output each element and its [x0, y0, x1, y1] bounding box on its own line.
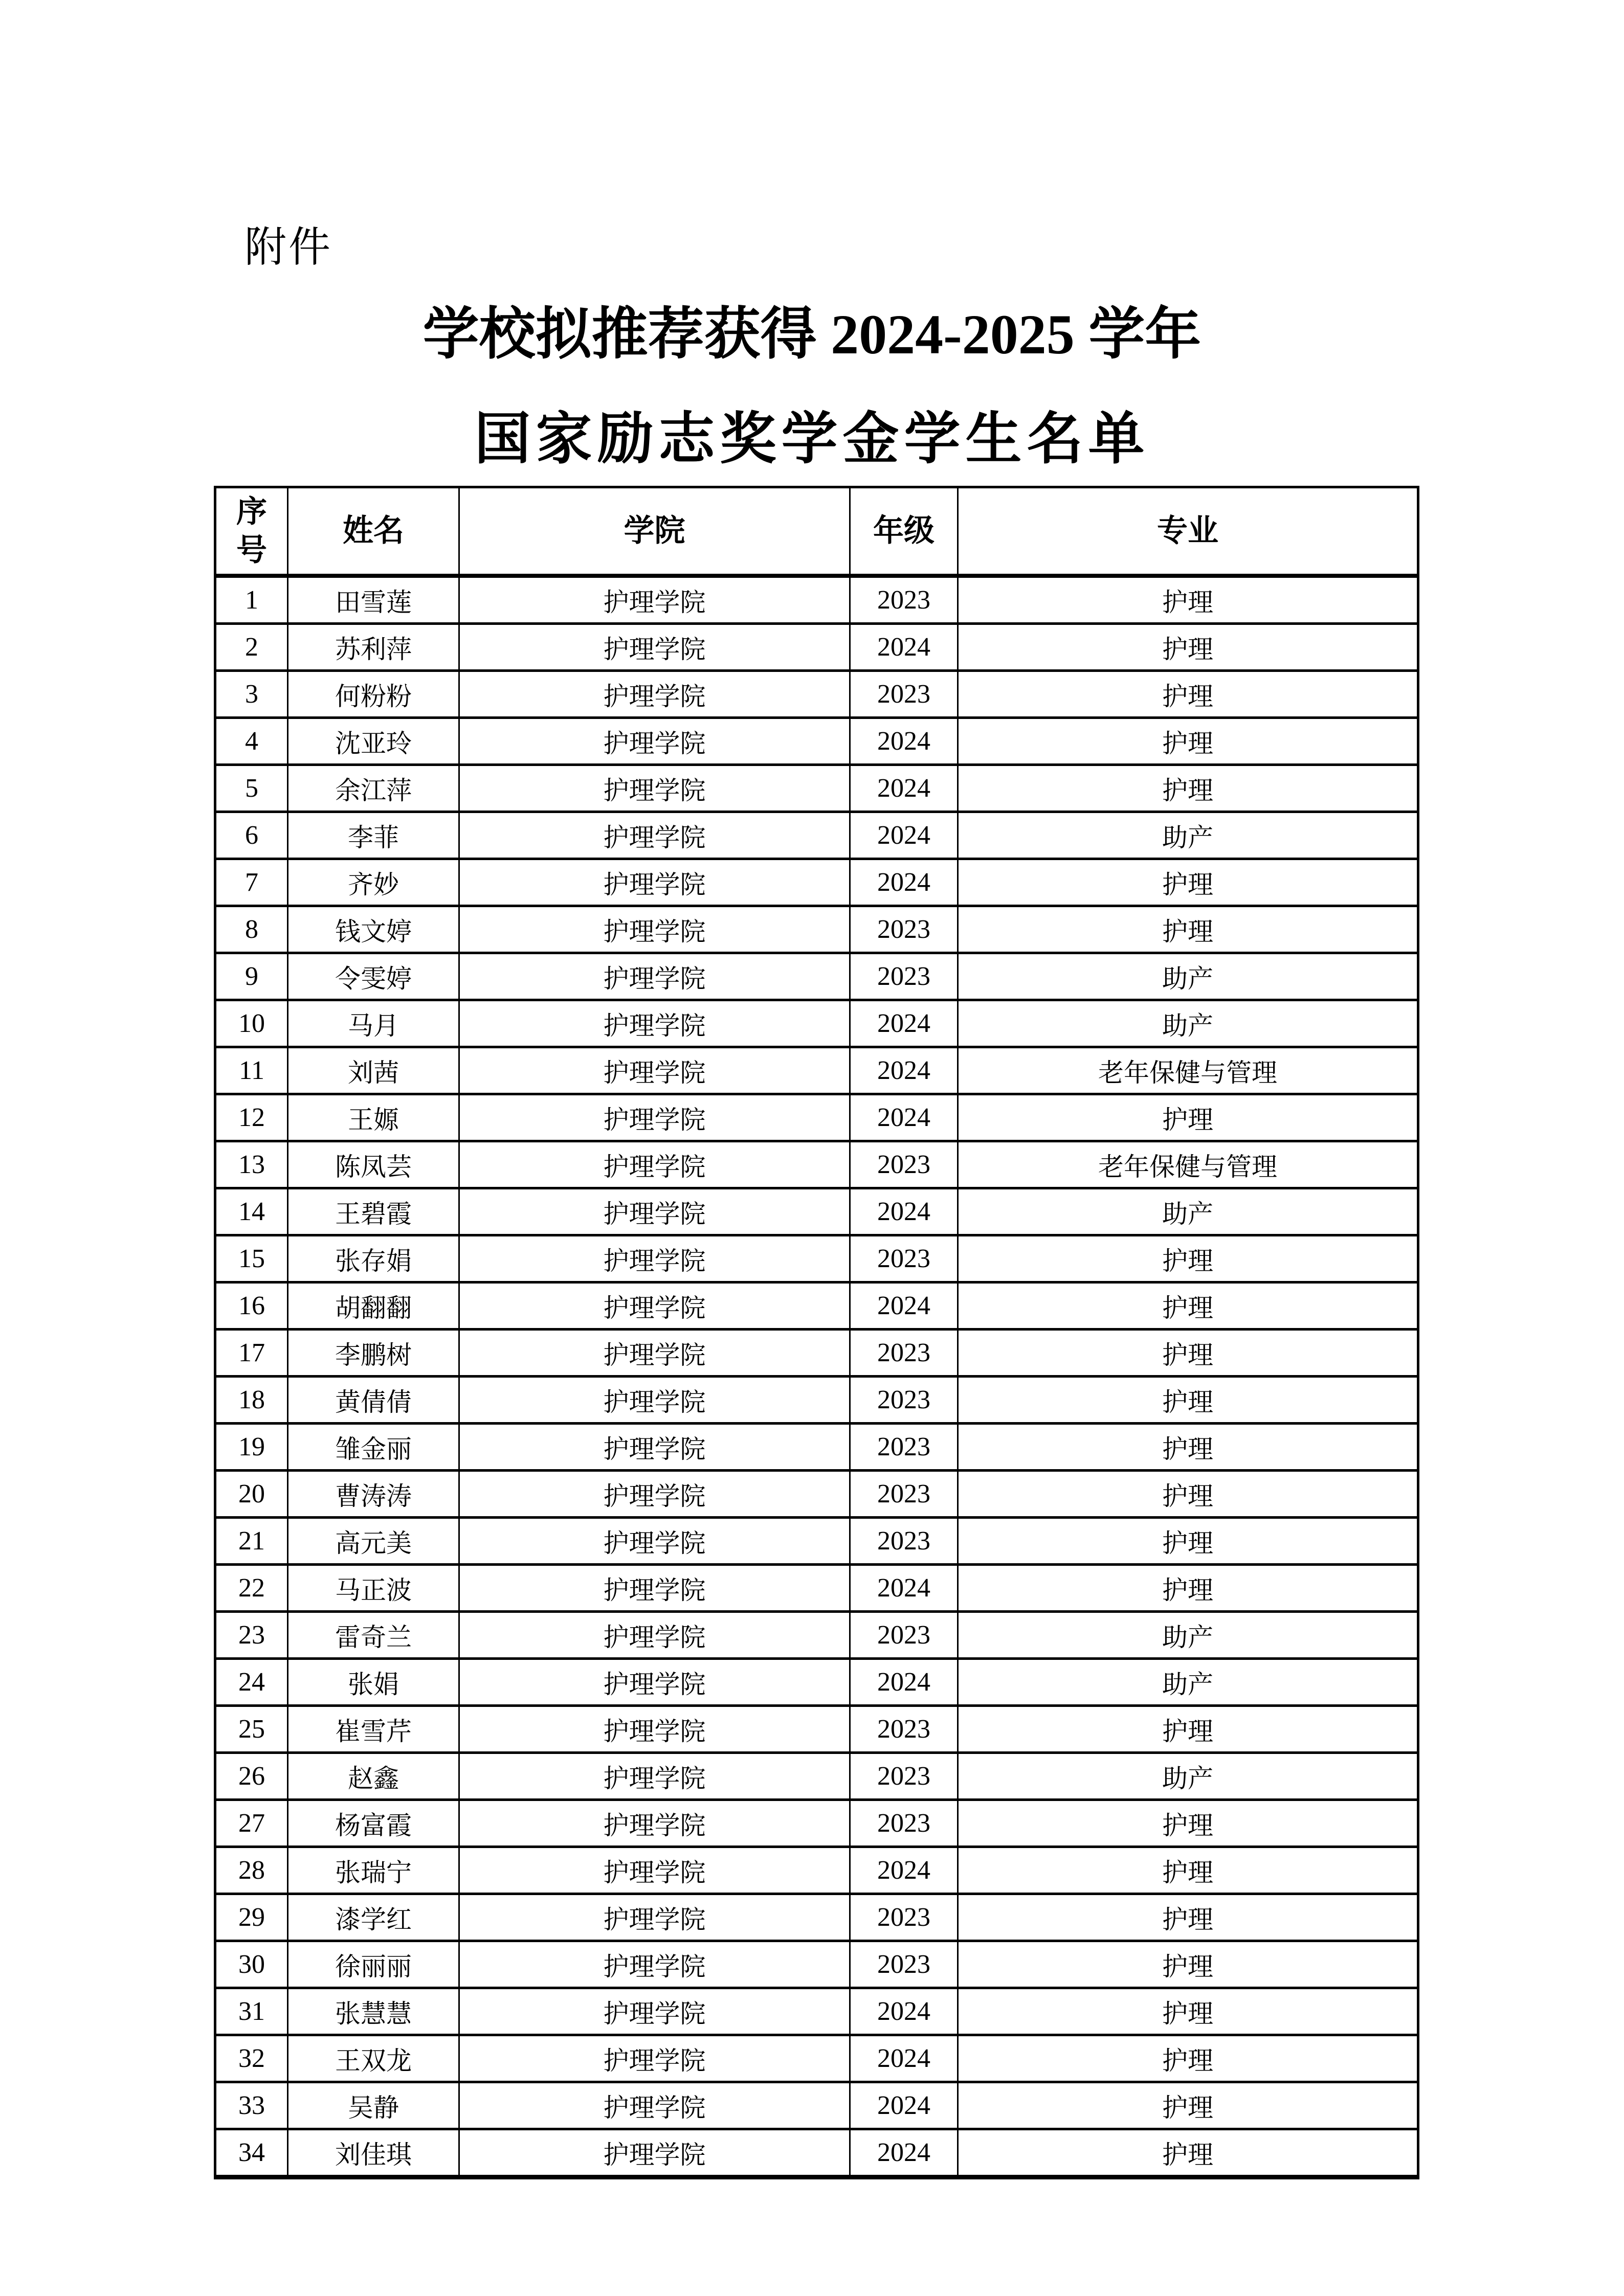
cell-college: 护理学院: [459, 1047, 850, 1094]
cell-college: 护理学院: [459, 1282, 850, 1330]
cell-college: 护理学院: [459, 1518, 850, 1565]
cell-name: 张娟: [288, 1659, 459, 1706]
cell-major: 护理: [958, 576, 1418, 624]
cell-college: 护理学院: [459, 765, 850, 812]
cell-name: 张存娟: [288, 1235, 459, 1282]
table-row: [215, 812, 1418, 859]
cell-major: 助产: [958, 812, 1418, 859]
cell-grade: 2023: [850, 576, 958, 624]
cell-major: 护理: [958, 1424, 1418, 1471]
cell-no: 5: [215, 765, 288, 812]
cell-grade: 2024: [850, 2129, 958, 2177]
cell-major: 护理: [958, 1094, 1418, 1141]
title-line-1: 学校拟推荐获得 2024-2025 学年: [422, 303, 1202, 366]
column-header-grade: 年级: [850, 487, 958, 576]
table-row: [215, 765, 1418, 812]
cell-grade: 2024: [850, 859, 958, 906]
cell-major: 护理: [958, 1282, 1418, 1330]
cell-college: 护理学院: [459, 953, 850, 1000]
cell-name: 徐丽丽: [288, 1941, 459, 1988]
attachment-label: 附件: [244, 224, 333, 271]
cell-no: 33: [215, 2082, 288, 2129]
column-header-name: 姓名: [288, 487, 459, 576]
cell-major: 助产: [958, 1000, 1418, 1047]
cell-grade: 2024: [850, 1988, 958, 2035]
cell-college: 护理学院: [459, 1188, 850, 1235]
table-row: [215, 953, 1418, 1000]
cell-college: 护理学院: [459, 624, 850, 671]
cell-grade: 2023: [850, 1753, 958, 1800]
table-row: [215, 1894, 1418, 1941]
cell-name: 王双龙: [288, 2035, 459, 2082]
cell-name: 雷奇兰: [288, 1612, 459, 1659]
cell-grade: 2024: [850, 2035, 958, 2082]
cell-name: 崔雪芹: [288, 1706, 459, 1753]
table-row: [215, 624, 1418, 671]
cell-college: 护理学院: [459, 718, 850, 765]
table-row: [215, 2082, 1418, 2129]
cell-grade: 2023: [850, 671, 958, 718]
cell-no: 30: [215, 1941, 288, 1988]
cell-no: 20: [215, 1471, 288, 1518]
cell-grade: 2023: [850, 1471, 958, 1518]
table-row: [215, 1094, 1418, 1141]
cell-major: 老年保健与管理: [958, 1047, 1418, 1094]
cell-no: 8: [215, 906, 288, 953]
cell-name: 马正波: [288, 1565, 459, 1612]
cell-name: 刘佳琪: [288, 2129, 459, 2177]
cell-college: 护理学院: [459, 1800, 850, 1847]
cell-grade: 2023: [850, 1706, 958, 1753]
table-row: [215, 1706, 1418, 1753]
table-row: [215, 859, 1418, 906]
table-row: [215, 1565, 1418, 1612]
cell-college: 护理学院: [459, 812, 850, 859]
cell-major: 助产: [958, 953, 1418, 1000]
cell-major: 护理: [958, 1706, 1418, 1753]
table-row: [215, 1988, 1418, 2035]
cell-major: 助产: [958, 1753, 1418, 1800]
cell-college: 护理学院: [459, 1753, 850, 1800]
cell-no: 26: [215, 1753, 288, 1800]
table-row: [215, 1377, 1418, 1424]
cell-name: 何粉粉: [288, 671, 459, 718]
scholarship-roster-table: [214, 486, 1419, 2179]
title-line-2: 国家励志奖学金学生名单: [474, 408, 1150, 470]
cell-no: 11: [215, 1047, 288, 1094]
table-row: [215, 1659, 1418, 1706]
cell-grade: 2023: [850, 1518, 958, 1565]
cell-grade: 2024: [850, 812, 958, 859]
cell-no: 28: [215, 1847, 288, 1894]
cell-grade: 2023: [850, 1424, 958, 1471]
cell-major: 护理: [958, 1847, 1418, 1894]
cell-major: 护理: [958, 2035, 1418, 2082]
cell-name: 张瑞宁: [288, 1847, 459, 1894]
cell-college: 护理学院: [459, 1894, 850, 1941]
cell-name: 高元美: [288, 1518, 459, 1565]
cell-grade: 2024: [850, 1659, 958, 1706]
cell-grade: 2024: [850, 1047, 958, 1094]
cell-name: 漆学红: [288, 1894, 459, 1941]
cell-college: 护理学院: [459, 576, 850, 624]
cell-grade: 2023: [850, 953, 958, 1000]
cell-no: 29: [215, 1894, 288, 1941]
cell-college: 护理学院: [459, 2082, 850, 2129]
table-row: [215, 1188, 1418, 1235]
table-row: [215, 1941, 1418, 1988]
cell-grade: 2023: [850, 1235, 958, 1282]
cell-grade: 2024: [850, 2082, 958, 2129]
table-row: [215, 718, 1418, 765]
cell-college: 护理学院: [459, 2129, 850, 2177]
cell-major: 护理: [958, 1471, 1418, 1518]
cell-name: 田雪莲: [288, 576, 459, 624]
table-row: [215, 1800, 1418, 1847]
cell-college: 护理学院: [459, 1424, 850, 1471]
cell-no: 25: [215, 1706, 288, 1753]
cell-college: 护理学院: [459, 1941, 850, 1988]
cell-college: 护理学院: [459, 1706, 850, 1753]
cell-no: 2: [215, 624, 288, 671]
column-header-college: 学院: [459, 487, 850, 576]
cell-name: 令雯婷: [288, 953, 459, 1000]
cell-major: 护理: [958, 1894, 1418, 1941]
cell-name: 张慧慧: [288, 1988, 459, 2035]
cell-name: 陈凤芸: [288, 1141, 459, 1188]
table-header: [215, 487, 1418, 576]
cell-grade: 2024: [850, 765, 958, 812]
cell-major: 护理: [958, 1235, 1418, 1282]
cell-major: 助产: [958, 1188, 1418, 1235]
cell-grade: 2024: [850, 1847, 958, 1894]
cell-grade: 2023: [850, 1941, 958, 1988]
cell-college: 护理学院: [459, 671, 850, 718]
table-row: [215, 2035, 1418, 2082]
cell-college: 护理学院: [459, 859, 850, 906]
cell-name: 齐妙: [288, 859, 459, 906]
cell-major: 护理: [958, 1377, 1418, 1424]
cell-grade: 2024: [850, 1282, 958, 1330]
table-row: [215, 1753, 1418, 1800]
cell-college: 护理学院: [459, 1235, 850, 1282]
cell-grade: 2024: [850, 718, 958, 765]
cell-no: 15: [215, 1235, 288, 1282]
cell-major: 助产: [958, 1612, 1418, 1659]
cell-no: 24: [215, 1659, 288, 1706]
cell-major: 护理: [958, 1518, 1418, 1565]
cell-grade: 2023: [850, 1377, 958, 1424]
table-row: [215, 1047, 1418, 1094]
cell-grade: 2024: [850, 1188, 958, 1235]
cell-major: 助产: [958, 1659, 1418, 1706]
cell-grade: 2023: [850, 906, 958, 953]
cell-no: 13: [215, 1141, 288, 1188]
table-row: [215, 671, 1418, 718]
cell-name: 胡翻翻: [288, 1282, 459, 1330]
cell-college: 护理学院: [459, 1141, 850, 1188]
cell-college: 护理学院: [459, 1565, 850, 1612]
cell-name: 余江萍: [288, 765, 459, 812]
cell-major: 老年保健与管理: [958, 1141, 1418, 1188]
cell-major: 护理: [958, 906, 1418, 953]
cell-name: 吴静: [288, 2082, 459, 2129]
cell-major: 护理: [958, 624, 1418, 671]
table-row: [215, 1471, 1418, 1518]
table-row: [215, 1235, 1418, 1282]
cell-no: 3: [215, 671, 288, 718]
cell-name: 王嫄: [288, 1094, 459, 1141]
cell-name: 杨富霞: [288, 1800, 459, 1847]
cell-college: 护理学院: [459, 2035, 850, 2082]
cell-no: 1: [215, 576, 288, 624]
cell-grade: 2023: [850, 1141, 958, 1188]
cell-college: 护理学院: [459, 1330, 850, 1377]
cell-major: 护理: [958, 765, 1418, 812]
table-row: [215, 576, 1418, 624]
cell-major: 护理: [958, 1330, 1418, 1377]
cell-no: 12: [215, 1094, 288, 1141]
cell-no: 18: [215, 1377, 288, 1424]
cell-no: 34: [215, 2129, 288, 2177]
cell-major: 护理: [958, 859, 1418, 906]
table-body: [215, 576, 1418, 2177]
table-row: [215, 1282, 1418, 1330]
table-row: [215, 1330, 1418, 1377]
cell-no: 31: [215, 1988, 288, 2035]
cell-name: 王碧霞: [288, 1188, 459, 1235]
table-row: [215, 1612, 1418, 1659]
cell-grade: 2023: [850, 1800, 958, 1847]
cell-no: 17: [215, 1330, 288, 1377]
table-row: [215, 1141, 1418, 1188]
cell-no: 10: [215, 1000, 288, 1047]
cell-name: 沈亚玲: [288, 718, 459, 765]
cell-grade: 2024: [850, 1565, 958, 1612]
cell-no: 4: [215, 718, 288, 765]
table-row: [215, 1000, 1418, 1047]
cell-no: 6: [215, 812, 288, 859]
cell-no: 7: [215, 859, 288, 906]
column-header-no: 序号: [215, 487, 288, 576]
cell-no: 14: [215, 1188, 288, 1235]
cell-name: 刘茜: [288, 1047, 459, 1094]
cell-college: 护理学院: [459, 1659, 850, 1706]
cell-name: 李鹏树: [288, 1330, 459, 1377]
cell-major: 护理: [958, 1565, 1418, 1612]
cell-name: 雏金丽: [288, 1424, 459, 1471]
cell-college: 护理学院: [459, 1471, 850, 1518]
cell-name: 苏利萍: [288, 624, 459, 671]
cell-major: 护理: [958, 1800, 1418, 1847]
cell-grade: 2024: [850, 1000, 958, 1047]
cell-grade: 2024: [850, 1094, 958, 1141]
cell-grade: 2023: [850, 1894, 958, 1941]
cell-grade: 2024: [850, 624, 958, 671]
column-header-major: 专业: [958, 487, 1418, 576]
cell-name: 赵鑫: [288, 1753, 459, 1800]
cell-major: 护理: [958, 718, 1418, 765]
cell-name: 李菲: [288, 812, 459, 859]
table-row: [215, 1847, 1418, 1894]
cell-major: 护理: [958, 2082, 1418, 2129]
cell-grade: 2023: [850, 1612, 958, 1659]
page-title: [0, 282, 1624, 492]
table-row: [215, 1518, 1418, 1565]
cell-college: 护理学院: [459, 1847, 850, 1894]
cell-major: 护理: [958, 1941, 1418, 1988]
cell-major: 护理: [958, 1988, 1418, 2035]
cell-no: 16: [215, 1282, 288, 1330]
table-row: [215, 906, 1418, 953]
cell-no: 32: [215, 2035, 288, 2082]
cell-college: 护理学院: [459, 1000, 850, 1047]
cell-no: 21: [215, 1518, 288, 1565]
cell-no: 9: [215, 953, 288, 1000]
cell-no: 19: [215, 1424, 288, 1471]
cell-no: 23: [215, 1612, 288, 1659]
cell-college: 护理学院: [459, 1988, 850, 2035]
cell-name: 马月: [288, 1000, 459, 1047]
cell-grade: 2023: [850, 1330, 958, 1377]
cell-no: 27: [215, 1800, 288, 1847]
cell-college: 护理学院: [459, 906, 850, 953]
cell-name: 黄倩倩: [288, 1377, 459, 1424]
header-row: [215, 487, 1418, 576]
cell-no: 22: [215, 1565, 288, 1612]
cell-major: 护理: [958, 671, 1418, 718]
cell-college: 护理学院: [459, 1377, 850, 1424]
cell-college: 护理学院: [459, 1612, 850, 1659]
cell-name: 曹涛涛: [288, 1471, 459, 1518]
cell-name: 钱文婷: [288, 906, 459, 953]
cell-major: 护理: [958, 2129, 1418, 2177]
table-row: [215, 1424, 1418, 1471]
cell-college: 护理学院: [459, 1094, 850, 1141]
table-row: [215, 2129, 1418, 2177]
